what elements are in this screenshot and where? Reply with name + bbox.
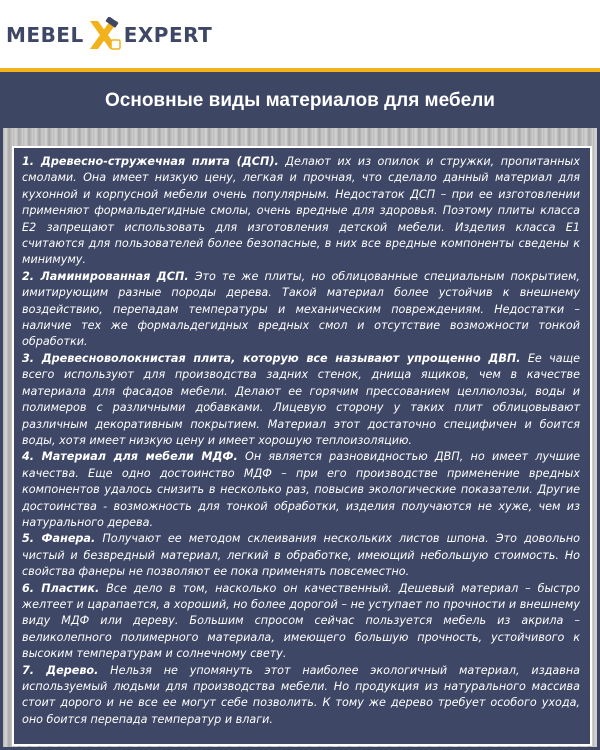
material-heading: 2. Ламинированная ДСП.	[22, 269, 189, 283]
material-heading: 1. Древесно-стружечная плита (ДСП).	[22, 155, 279, 168]
material-item	[22, 351, 580, 449]
material-heading: 7. Дерево.	[22, 663, 99, 677]
material-item	[22, 531, 580, 580]
materials-list	[22, 154, 580, 728]
content-panel	[12, 146, 592, 746]
title-band	[0, 72, 600, 128]
material-description: Все дело в том, насколько он качественный. Дешевый материал – быстро желтеет и царапается, а хороший, но более дорогой – не уступает по прочности и внешнему виду МДФ или дереву. Большим спросом сейчас пользуется мебель из акрила – великолепного полимерного материала, имеющего большую прочность, устойчивого к высоким температурам и солнечному свету.	[22, 581, 580, 661]
site-header	[0, 0, 600, 68]
material-description: Это те же плиты, но облицованные специальным покрытием, имитирующим разные породы дерева. Такой материал более устойчив к внешнему воздействию, перепадам температуры и механическим повреждениям. Недостатки – наличие тех же формальдегидных вредных смол и отсутствие возможности тонкой обработки.	[22, 269, 580, 349]
brand-logo[interactable]	[6, 20, 212, 50]
material-item	[22, 269, 580, 351]
material-heading: 5. Фанера.	[22, 532, 96, 546]
content-frame	[3, 128, 597, 747]
material-item	[22, 663, 580, 729]
material-description: Нельзя не упомянуть этот наиболее экологичный материал, издавна используемый людьми для производства мебели. Но продукция из натурального массива стоит дорого и не все ее могут себе позволить. К тому же дерево требует особого ухода, оно боится перепада температур и влаги.	[22, 663, 581, 726]
material-description: Ее чаще всего используют для производства задних стенок, днища ящиков, чем в качестве материала для фасадов мебели. Делают ее горячим прессованием целлюлозы, воды и полимеров с различными добавками. Лицевую сторону у таких плит облицовывают различным декоративным покрытием. Материал этот достаточно специфичен и боится воды, хотя имеет низкую цену и имеет хорошую теплоизоляцию.	[22, 351, 580, 447]
material-item	[22, 581, 580, 663]
material-item	[22, 449, 580, 531]
brand-name-right: EXPERT	[123, 23, 213, 47]
hammer-cross-icon	[86, 17, 122, 53]
material-description: Он является разновидностью ДВП, но имеет лучшие качества. Еще одно достоинство МДФ – при его производстве применение вредных компонентов удалось снизить в несколько раз, повысив экологические показатели. Другие достоинства - возможность для тонкой обработки, изделия получаются не хуже, чем из натурального дерева.	[22, 450, 580, 529]
material-heading: 4. Материал для мебели МДФ.	[22, 450, 238, 464]
material-description: Получают ее методом склеивания нескольких листов шпона. Это довольно чистый и безвредный материал, легкий в обработке, имеющий небольшую стоимость. Но свойства фанеры не позволяют ее пока применять повсеместно.	[22, 532, 580, 579]
material-heading: 6. Пластик.	[22, 581, 100, 595]
material-heading: 3. Древесноволокнистая плита, которую все называют упрощенно ДВП.	[22, 351, 521, 365]
page-title: Основные виды материалов для мебели	[105, 90, 495, 111]
brand-name-left: MEBEL	[6, 23, 84, 47]
material-item	[22, 154, 580, 269]
material-description: Делают их из опилок и стружки, пропитанных смолами. Она имеет низкую цену, легкая и прочная, что сделало данный материал для кухонной и корпусной мебели очень популярным. Недостаток ДСП – при ее изготовлении применяют формальдегидные смолы, очень вредные для здоровья. Поэтому плиты класса Е2 запрещают использовать для изготовления детской мебели. Изделия класса Е1 считаются для пользователей более безопасные, в них все вредные компоненты сведены к минимуму.	[22, 155, 580, 267]
